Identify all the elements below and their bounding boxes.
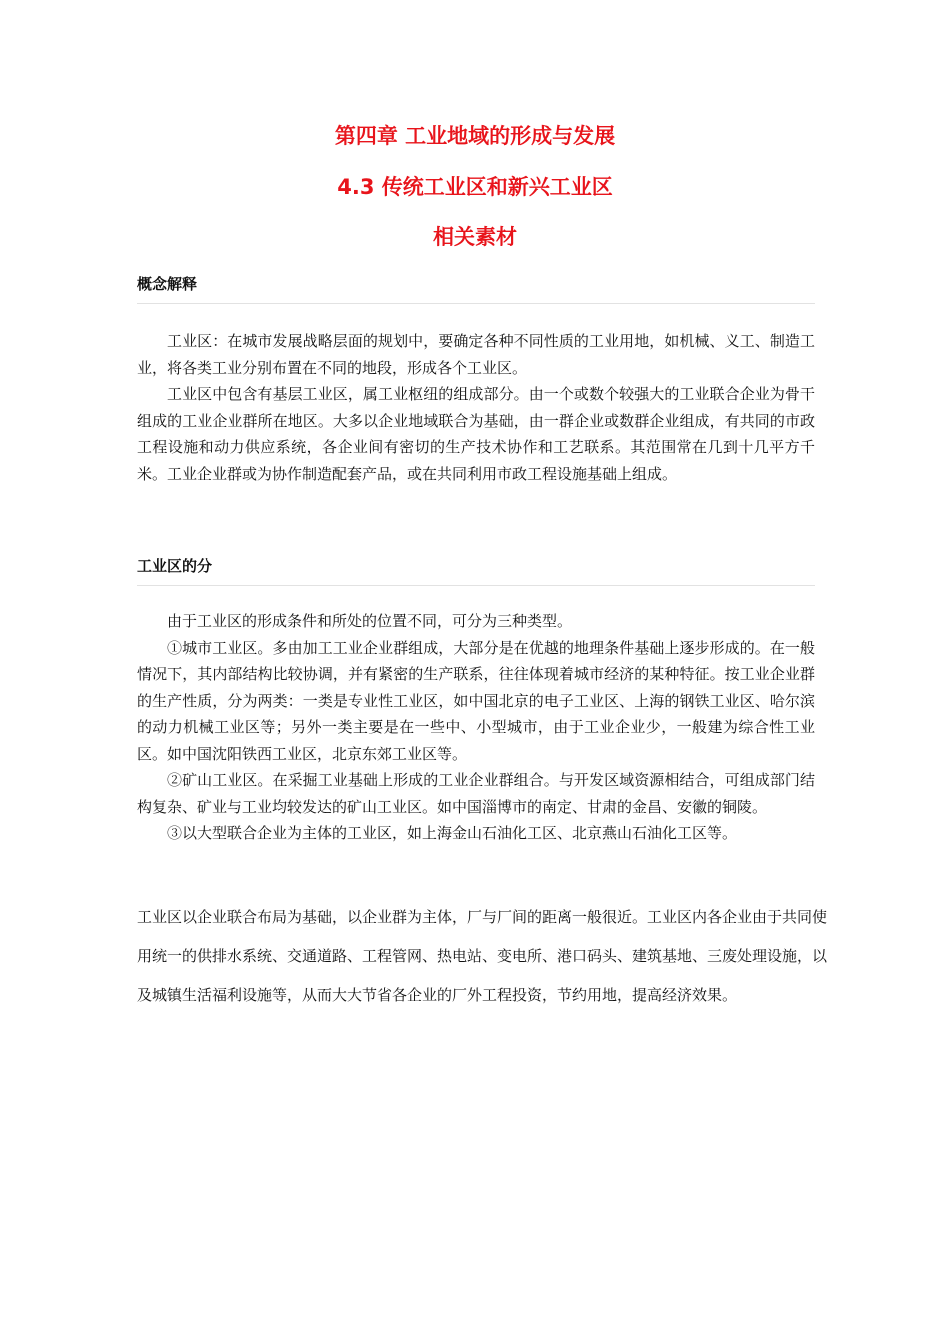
material-title: 相关素材: [433, 225, 517, 249]
paragraph: ①城市工业区。多由加工工业企业群组成，大部分是在优越的地理条件基础上逐步形成的。在一般情况下，其内部结构比较协调，并有紧密的生产联系，往往体现着城市经济的某种特征。按工业企业群的生产性质，分为两类：一类是专业性工业区，如中国北京的电子工业区、上海的钢铁工业区、哈尔滨的动力机械工业区等；另外一类主要是在一些中、小型城市，由于工业企业少，一般建为综合性工业区。如中国沈阳铁西工业区，北京东郊工业区等。: [137, 638, 815, 763]
paragraph: ②矿山工业区。在采掘工业基础上形成的工业企业群组合。与开发区域资源相结合，可组成部门结构复杂、矿业与工业均较发达的矿山工业区。如中国淄博市的南定、甘肃的金昌、安徽的铜陵。: [137, 771, 815, 816]
chapter-title: 第四章 工业地域的形成与发展: [334, 124, 616, 148]
paragraph: 工业区：在城市发展战略层面的规划中，要确定各种不同性质的工业用地，如机械、义工、制造工业，将各类工业分别布置在不同的地段，形成各个工业区。: [137, 332, 815, 377]
section-title: 4.3 传统工业区和新兴工业区: [337, 175, 613, 199]
classification-body: [137, 608, 815, 847]
closing-body: [137, 898, 827, 1015]
section-divider: [137, 585, 815, 586]
paragraph: ③以大型联合企业为主体的工业区，如上海金山石油化工区、北京燕山石油化工区等。: [167, 824, 738, 842]
concept-body: [137, 328, 815, 487]
closing-paragraph: 工业区以企业联合布局为基础，以企业群为主体，厂与厂间的距离一般很近。工业区内各企业由于共同使用统一的供排水系统、交通道路、工程管网、热电站、变电所、港口码头、建筑基地、三废处理设施，以及城镇生活福利设施等，从而大大节省各企业的厂外工程投资，节约用地，提高经济效果。: [137, 908, 828, 1004]
section-heading-classification: 工业区的分: [137, 557, 213, 575]
paragraph: 由于工业区的形成条件和所处的位置不同，可分为三种类型。: [167, 612, 573, 630]
section-heading-concept: 概念解释: [137, 275, 198, 293]
paragraph: 工业区中包含有基层工业区，属工业枢纽的组成部分。由一个或数个较强大的工业联合企业为骨干组成的工业企业群所在地区。大多以企业地域联合为基础，由一群企业或数群企业组成，有共同的市政工程设施和动力供应系统，各企业间有密切的生产技术协作和工艺联系。其范围常在几到十几平方千米。工业企业群或为协作制造配套产品，或在共同利用市政工程设施基础上组成。: [137, 385, 815, 483]
section-divider: [137, 303, 815, 304]
